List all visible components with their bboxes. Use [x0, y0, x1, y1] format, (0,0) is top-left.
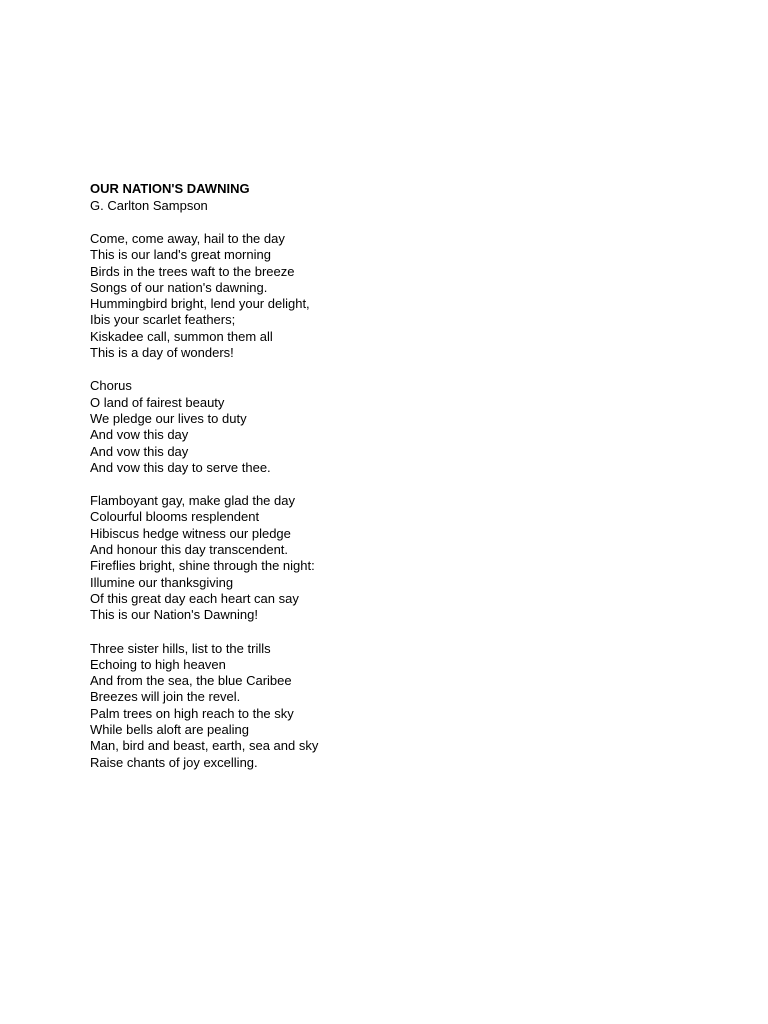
poem-line: Come, come away, hail to the day	[90, 231, 285, 246]
poem-line: Colourful blooms resplendent	[90, 509, 260, 525]
poem-line: Raise chants of joy excelling.	[90, 754, 258, 770]
poem-line: This is our land's great morning	[90, 247, 271, 263]
poem-line: While bells aloft are pealing	[90, 722, 249, 738]
poem-line: Man, bird and beast, earth, sea and sky	[90, 738, 319, 754]
stanza-1	[90, 231, 690, 361]
poem-line: O land of fairest beauty	[90, 394, 225, 410]
poem-line: We pledge our lives to duty	[90, 410, 247, 426]
poem-line: Songs of our nation's dawning.	[90, 279, 268, 295]
poem-line: Breezes will join the revel.	[90, 689, 241, 705]
poem-line: And vow this day to serve thee.	[90, 459, 271, 475]
poem-author: G. Carlton Sampson	[90, 198, 208, 213]
poem-line: Palm trees on high reach to the sky	[90, 705, 294, 721]
chorus-heading: Chorus	[90, 378, 132, 394]
poem-line: Hibiscus hedge witness our pledge	[90, 525, 291, 541]
poem-line: And vow this day	[90, 427, 189, 443]
poem-line: This is a day of wonders!	[90, 345, 234, 361]
poem-line: And from the sea, the blue Caribee	[90, 673, 292, 689]
poem-line: Birds in the trees waft to the breeze	[90, 263, 295, 279]
poem-line: Illumine our thanksgiving	[90, 574, 234, 590]
poem-line: Fireflies bright, shine through the night:	[90, 558, 315, 574]
poem-line: Ibis your scarlet feathers;	[90, 312, 236, 328]
poem-line: Kiskadee call, summon them all	[90, 328, 273, 344]
poem-line: And vow this day	[90, 443, 189, 459]
chorus	[90, 378, 690, 476]
document-page	[90, 180, 690, 788]
poem-line: Of this great day each heart can say	[90, 590, 299, 606]
poem-line: Echoing to high heaven	[90, 656, 226, 672]
poem-line: Three sister hills, list to the trills	[90, 640, 271, 656]
poem-title: OUR NATION'S DAWNING	[90, 181, 250, 196]
poem-line: Flamboyant gay, make glad the day	[90, 493, 295, 509]
poem-line: And honour this day transcendent.	[90, 542, 289, 558]
stanza-3	[90, 641, 690, 771]
poem-line: This is our Nation's Dawning!	[90, 607, 258, 623]
stanza-2	[90, 493, 690, 623]
poem-line: Hummingbird bright, lend your delight,	[90, 296, 310, 312]
